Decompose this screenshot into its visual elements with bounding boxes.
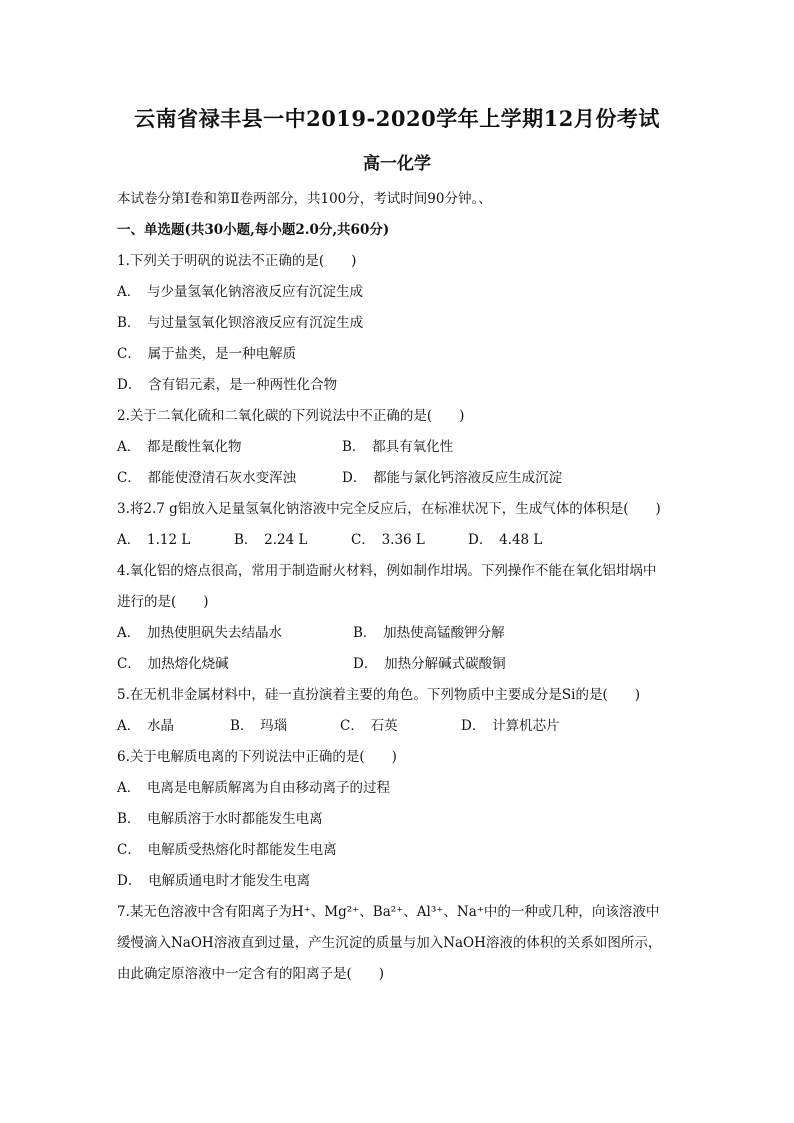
question-2-options-row-1 [117, 432, 689, 463]
question-1-option-b: B． 与过量氢氧化钡溶液反应有沉淀生成 [117, 315, 364, 331]
question-1-stem: 1.下列关于明矾的说法不正确的是( ) [117, 253, 357, 269]
question-7-stem-line-1: 7.某无色溶液中含有阳离子为H⁺、Mg²⁺、Ba²⁺、Al³⁺、Na⁺中的一种或几种，向该溶液中 [117, 904, 660, 920]
question-2-options-row-2 [117, 463, 689, 494]
question-2-option-a: A． 都是酸性氧化物 [117, 439, 242, 455]
question-6-option-b: B． 电解质溶于水时都能发生电离 [117, 811, 323, 827]
question-5-option-d: D． 计算机芯片 [461, 718, 560, 734]
question-4-options-row-1 [117, 618, 689, 649]
question-1-option-a: A． 与少量氢氧化钠溶液反应有沉淀生成 [117, 284, 363, 300]
question-6-option-a: A． 电离是电解质解离为自由移动离子的过程 [117, 780, 390, 796]
question-5-options-row [117, 711, 689, 742]
question-1-option-c: C． 属于盐类，是一种电解质 [117, 346, 297, 362]
question-2-option-b: B． 都具有氧化性 [342, 439, 454, 455]
question-6-option-c: C． 电解质受热熔化时都能发生电离 [117, 842, 337, 858]
question-7-stem-line-2: 缓慢滴入NaOH溶液直到过量，产生沉淀的质量与加入NaOH溶液的体积的关系如图所示， [117, 935, 662, 951]
question-5-stem: 5.在无机非金属材料中，硅一直扮演着主要的角色。下列物质中主要成分是Si的是( ) [117, 687, 640, 703]
question-2-option-d: D． 都能与氯化钙溶液反应生成沉淀 [342, 470, 563, 486]
exam-intro: 本试卷分第Ⅰ卷和第Ⅱ卷两部分，共100分，考试时间90分钟。、 [117, 191, 492, 207]
question-3-option-b: B． 2.24 L [234, 532, 308, 548]
question-4-stem-line-2: 进行的是( ) [117, 594, 209, 610]
page-subtitle: 高一化学 [363, 154, 431, 174]
question-6-stem: 6.关于电解质电离的下列说法中正确的是( ) [117, 749, 397, 765]
question-3-option-c: C． 3.36 L [351, 532, 425, 548]
question-4-stem-line-1: 4.氧化铝的熔点很高，常用于制造耐火材料，例如制作坩埚。下列操作不能在氧化铝坩埚中 [117, 563, 657, 579]
section-heading: 一、单选题(共30小题,每小题2.0分,共60分) [117, 222, 390, 238]
question-3-option-d: D． 4.48 L [468, 532, 543, 548]
question-1-option-d: D． 含有铝元素，是一种两性化合物 [117, 377, 338, 393]
question-4-option-d: D． 加热分解碱式碳酸铜 [353, 656, 506, 672]
question-4-option-b: B． 加热使高锰酸钾分解 [353, 625, 505, 641]
question-2-stem: 2.关于二氧化硫和二氧化碳的下列说法中不正确的是( ) [117, 408, 465, 424]
question-3-options-row [117, 525, 689, 556]
question-2-option-c: C． 都能使澄清石灰水变浑浊 [117, 470, 297, 486]
question-3-stem: 3.将2.7 g铝放入足量氢氧化钠溶液中完全反应后，在标准状况下，生成气体的体积是( ) [117, 501, 661, 517]
question-4-option-a: A． 加热使胆矾失去结晶水 [117, 625, 282, 641]
exam-content [117, 184, 689, 990]
page-title: 云南省禄丰县一中2019-2020学年上学期12月份考试 [134, 106, 660, 131]
question-4-option-c: C． 加热熔化烧碱 [117, 656, 229, 672]
question-5-option-b: B． 玛瑙 [230, 718, 288, 734]
question-5-option-a: A． 水晶 [117, 718, 174, 734]
question-4-options-row-2 [117, 649, 689, 680]
question-7-stem-line-3: 由此确定原溶液中一定含有的阳离子是( ) [117, 966, 385, 982]
question-5-option-c: C． 石英 [340, 718, 398, 734]
question-6-option-d: D． 电解质通电时才能发生电离 [117, 873, 311, 889]
question-3-option-a: A． 1.12 L [117, 532, 191, 548]
